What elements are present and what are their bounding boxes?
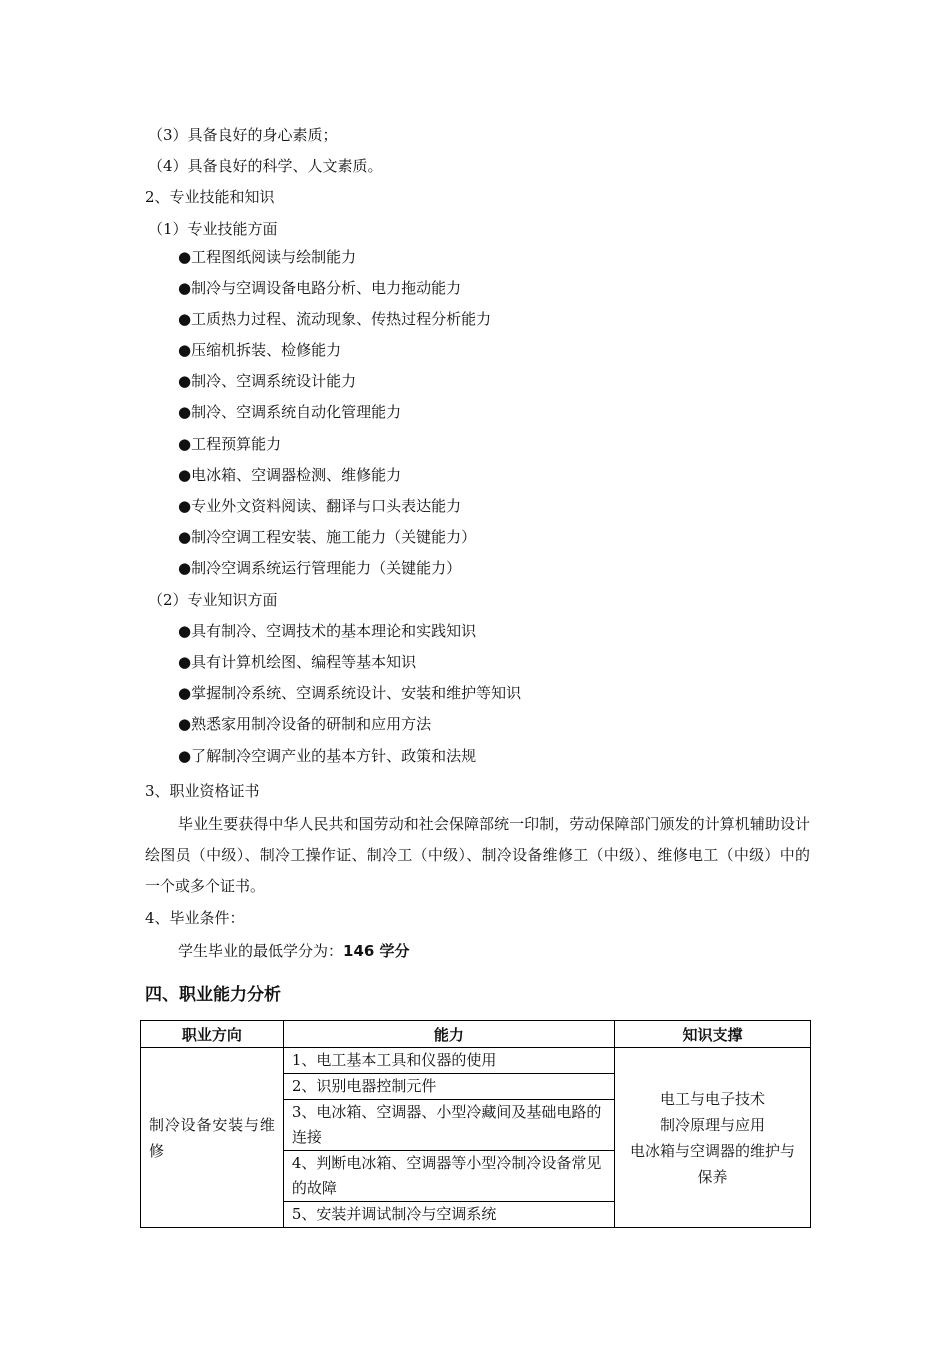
header-ability: 能力 xyxy=(283,1021,614,1048)
certificate-text: 毕业生要获得中华人民共和国劳动和社会保障部统一印制，劳动保障部门颁发的计算机辅助设计绘图员（中级）、制冷工操作证、制冷工（中级）、制冷设备维修工（中级）、维修电工（中级）中的一个或多个证书。 xyxy=(145,815,810,895)
header-knowledge: 知识支撑 xyxy=(615,1021,811,1048)
header-direction: 职业方向 xyxy=(141,1021,284,1048)
knowledge-line: 制冷原理与应用 xyxy=(659,1115,765,1134)
skills-heading: （1）专业技能方面 xyxy=(148,220,278,238)
table-row xyxy=(141,1048,811,1074)
list-item: ●具有制冷、空调技术的基本理论和实践知识 xyxy=(178,622,477,640)
knowledge-line: 保养 xyxy=(697,1167,728,1186)
quality-item-3: （3）具备良好的身心素质； xyxy=(148,126,338,144)
list-item: ●熟悉家用制冷设备的研制和应用方法 xyxy=(178,715,432,733)
ability-cell: 5、安装并调试制冷与空调系统 xyxy=(283,1202,614,1228)
knowledge-cell xyxy=(615,1048,811,1228)
knowledge-line: 电冰箱与空调器的维护与 xyxy=(629,1141,795,1160)
ability-cell: 4、判断电冰箱、空调器等小型冷制冷设备常见的故障 xyxy=(283,1151,614,1202)
ability-table xyxy=(140,1020,811,1228)
list-item: ●制冷与空调设备电路分析、电力拖动能力 xyxy=(178,279,462,297)
list-item: ●具有计算机绘图、编程等基本知识 xyxy=(178,653,417,671)
section-2-title: 2、专业技能和知识 xyxy=(145,188,275,206)
list-item: ●电冰箱、空调器检测、维修能力 xyxy=(178,466,402,484)
quality-item-4: （4）具备良好的科学、人文素质。 xyxy=(148,157,383,175)
list-item: ●制冷、空调系统设计能力 xyxy=(178,372,357,390)
list-item: ●工程图纸阅读与绘制能力 xyxy=(178,248,357,266)
chapter-title: 四、职业能力分析 xyxy=(145,985,281,1005)
graduation-credits-line xyxy=(178,941,410,961)
credits-label: 学生毕业的最低学分为： xyxy=(178,942,344,960)
list-item: ●压缩机拆装、检修能力 xyxy=(178,341,342,359)
credits-value: 146 学分 xyxy=(343,942,410,960)
ability-cell: 3、电冰箱、空调器、小型冷藏间及基础电路的连接 xyxy=(283,1100,614,1151)
list-item: ●工程预算能力 xyxy=(178,435,282,453)
section-4-title: 4、毕业条件： xyxy=(145,909,245,927)
ability-cell: 2、识别电器控制元件 xyxy=(283,1074,614,1100)
ability-cell: 1、电工基本工具和仪器的使用 xyxy=(283,1048,614,1074)
list-item: ●掌握制冷系统、空调系统设计、安装和维护等知识 xyxy=(178,684,522,702)
list-item: ●工质热力过程、流动现象、传热过程分析能力 xyxy=(178,310,492,328)
knowledge-heading: （2）专业知识方面 xyxy=(148,591,278,609)
knowledge-line: 电工与电子技术 xyxy=(659,1089,765,1108)
list-item: ●制冷空调系统运行管理能力（关键能力） xyxy=(178,559,462,577)
list-item: ●了解制冷空调产业的基本方针、政策和法规 xyxy=(178,747,477,765)
list-item: ●制冷空调工程安装、施工能力（关键能力） xyxy=(178,528,477,546)
list-item: ●专业外文资料阅读、翻译与口头表达能力 xyxy=(178,497,462,515)
direction-cell: 制冷设备安装与维修 xyxy=(141,1048,284,1228)
table-header-row xyxy=(141,1021,811,1048)
list-item: ●制冷、空调系统自动化管理能力 xyxy=(178,403,402,421)
certificate-paragraph xyxy=(145,809,810,902)
section-3-title: 3、职业资格证书 xyxy=(145,782,260,800)
